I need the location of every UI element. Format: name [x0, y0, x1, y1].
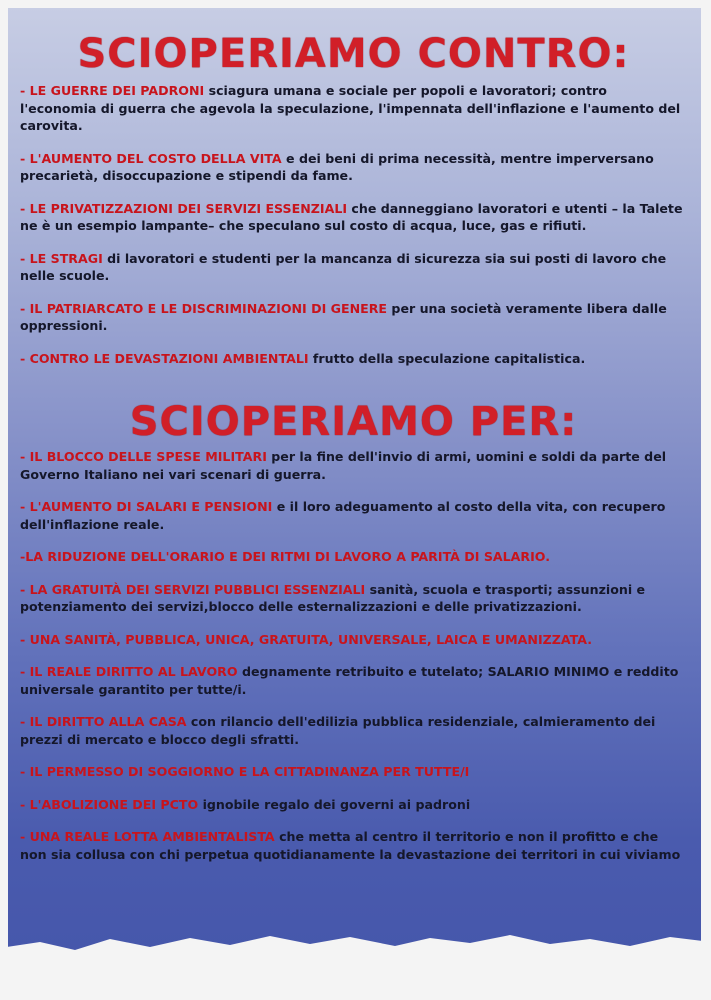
item-text: degnamente retribuito e tutelato; SALARIO MINIMO e reddito universale garantito per tutte/i. — [20, 664, 679, 697]
list-item — [20, 796, 687, 814]
item-highlight: - IL PERMESSO DI SOGGIORNO E LA CITTADINANZA PER TUTTE/I — [20, 764, 470, 779]
item-text: che metta al centro il territorio e non il profitto e che non sia collusa con chi perpetua quotidianamente la devastazione dei territori in cui viviamo — [20, 829, 681, 862]
list-item — [20, 548, 687, 566]
list-item — [20, 663, 687, 698]
list-item — [20, 448, 687, 483]
list-item — [20, 300, 687, 335]
heading-per: SCIOPERIAMO PER: — [129, 399, 578, 445]
item-text: che danneggiano lavoratori e utenti – la Talete ne è un esempio lampante– che speculano sul costo di acqua, luce, gas e rifiuti. — [20, 200, 683, 233]
item-highlight: - UNA SANITÀ, PUBBLICA, UNICA, GRATUITA, UNIVERSALE, LAICA E UMANIZZATA. — [20, 631, 593, 647]
contro-list — [20, 82, 687, 367]
item-text: con rilancio dell'edilizia pubblica residenziale, calmieramento dei prezzi di mercato e blocco degli sfratti. — [20, 714, 656, 747]
heading-contro: SCIOPERIAMO CONTRO: — [77, 31, 630, 77]
item-highlight: - UNA REALE LOTTA AMBIENTALISTA — [20, 829, 275, 844]
list-item — [20, 828, 687, 863]
item-highlight: - IL REALE DIRITTO AL LAVORO — [20, 664, 238, 679]
item-highlight: - LE STRAGI — [20, 250, 103, 266]
item-text: per la fine dell'invio di armi, uomini e soldi da parte del Governo Italiano nei vari scenari di guerra. — [20, 449, 667, 482]
item-text: frutto della speculazione capitalistica. — [308, 350, 586, 366]
item-highlight: - L'AUMENTO DI SALARI E PENSIONI — [20, 499, 273, 514]
list-item — [20, 350, 687, 368]
per-list — [20, 448, 687, 863]
item-highlight: - LE PRIVATIZZAZIONI DEI SERVIZI ESSENZIALI — [20, 200, 348, 216]
item-highlight: - L'ABOLIZIONE DEI PCTO — [20, 796, 199, 812]
list-item — [20, 200, 687, 235]
item-text: e dei beni di prima necessità, mentre imperversano precarietà, disoccupazione e stipendi da fame. — [20, 150, 654, 183]
list-item — [20, 82, 687, 135]
item-highlight: - L'AUMENTO DEL COSTO DELLA VITA — [20, 150, 282, 166]
item-text: di lavoratori e studenti per la mancanza di sicurezza sia sui posti di lavoro che nelle scuole. — [20, 250, 667, 283]
item-highlight: -LA RIDUZIONE DELL'ORARIO E DEI RITMI DI LAVORO A PARITÀ DI SALARIO. — [20, 549, 551, 564]
list-item — [20, 250, 687, 285]
item-highlight: - IL BLOCCO DELLE SPESE MILITARI — [20, 449, 267, 464]
item-text: ignobile regalo dei governi ai padroni — [198, 796, 471, 812]
list-item — [20, 581, 687, 616]
item-text: e il loro adeguamento al costo della vita, con recupero dell'inflazione reale. — [20, 499, 666, 532]
list-item — [20, 763, 687, 781]
item-text: per una società veramente libera dalle oppressioni. — [20, 300, 667, 333]
list-item — [20, 498, 687, 533]
list-item — [20, 150, 687, 185]
item-text: sanità, scuola e trasporti; assunzioni e potenziamento dei servizi,blocco delle esternalizzazioni e delle privatizzazioni. — [20, 581, 646, 614]
item-highlight: - IL DIRITTO ALLA CASA — [20, 714, 187, 729]
item-highlight: - IL PATRIARCATO E LE DISCRIMINAZIONI DI GENERE — [20, 300, 388, 316]
list-item — [20, 631, 687, 649]
item-highlight: - LA GRATUITÀ DEI SERVIZI PUBBLICI ESSENZIALI — [20, 581, 366, 597]
strike-poster — [8, 8, 701, 953]
item-highlight: - LE GUERRE DEI PADRONI — [20, 83, 205, 98]
list-item — [20, 713, 687, 748]
torn-paper-edge — [0, 930, 711, 1000]
item-highlight: - CONTRO LE DEVASTAZIONI AMBIENTALI — [20, 350, 309, 366]
item-text: sciagura umana e sociale per popoli e lavoratori; contro l'economia di guerra che agevola la speculazione, l'impennata dell'inflazione e l'aumento del carovita. — [20, 83, 681, 133]
